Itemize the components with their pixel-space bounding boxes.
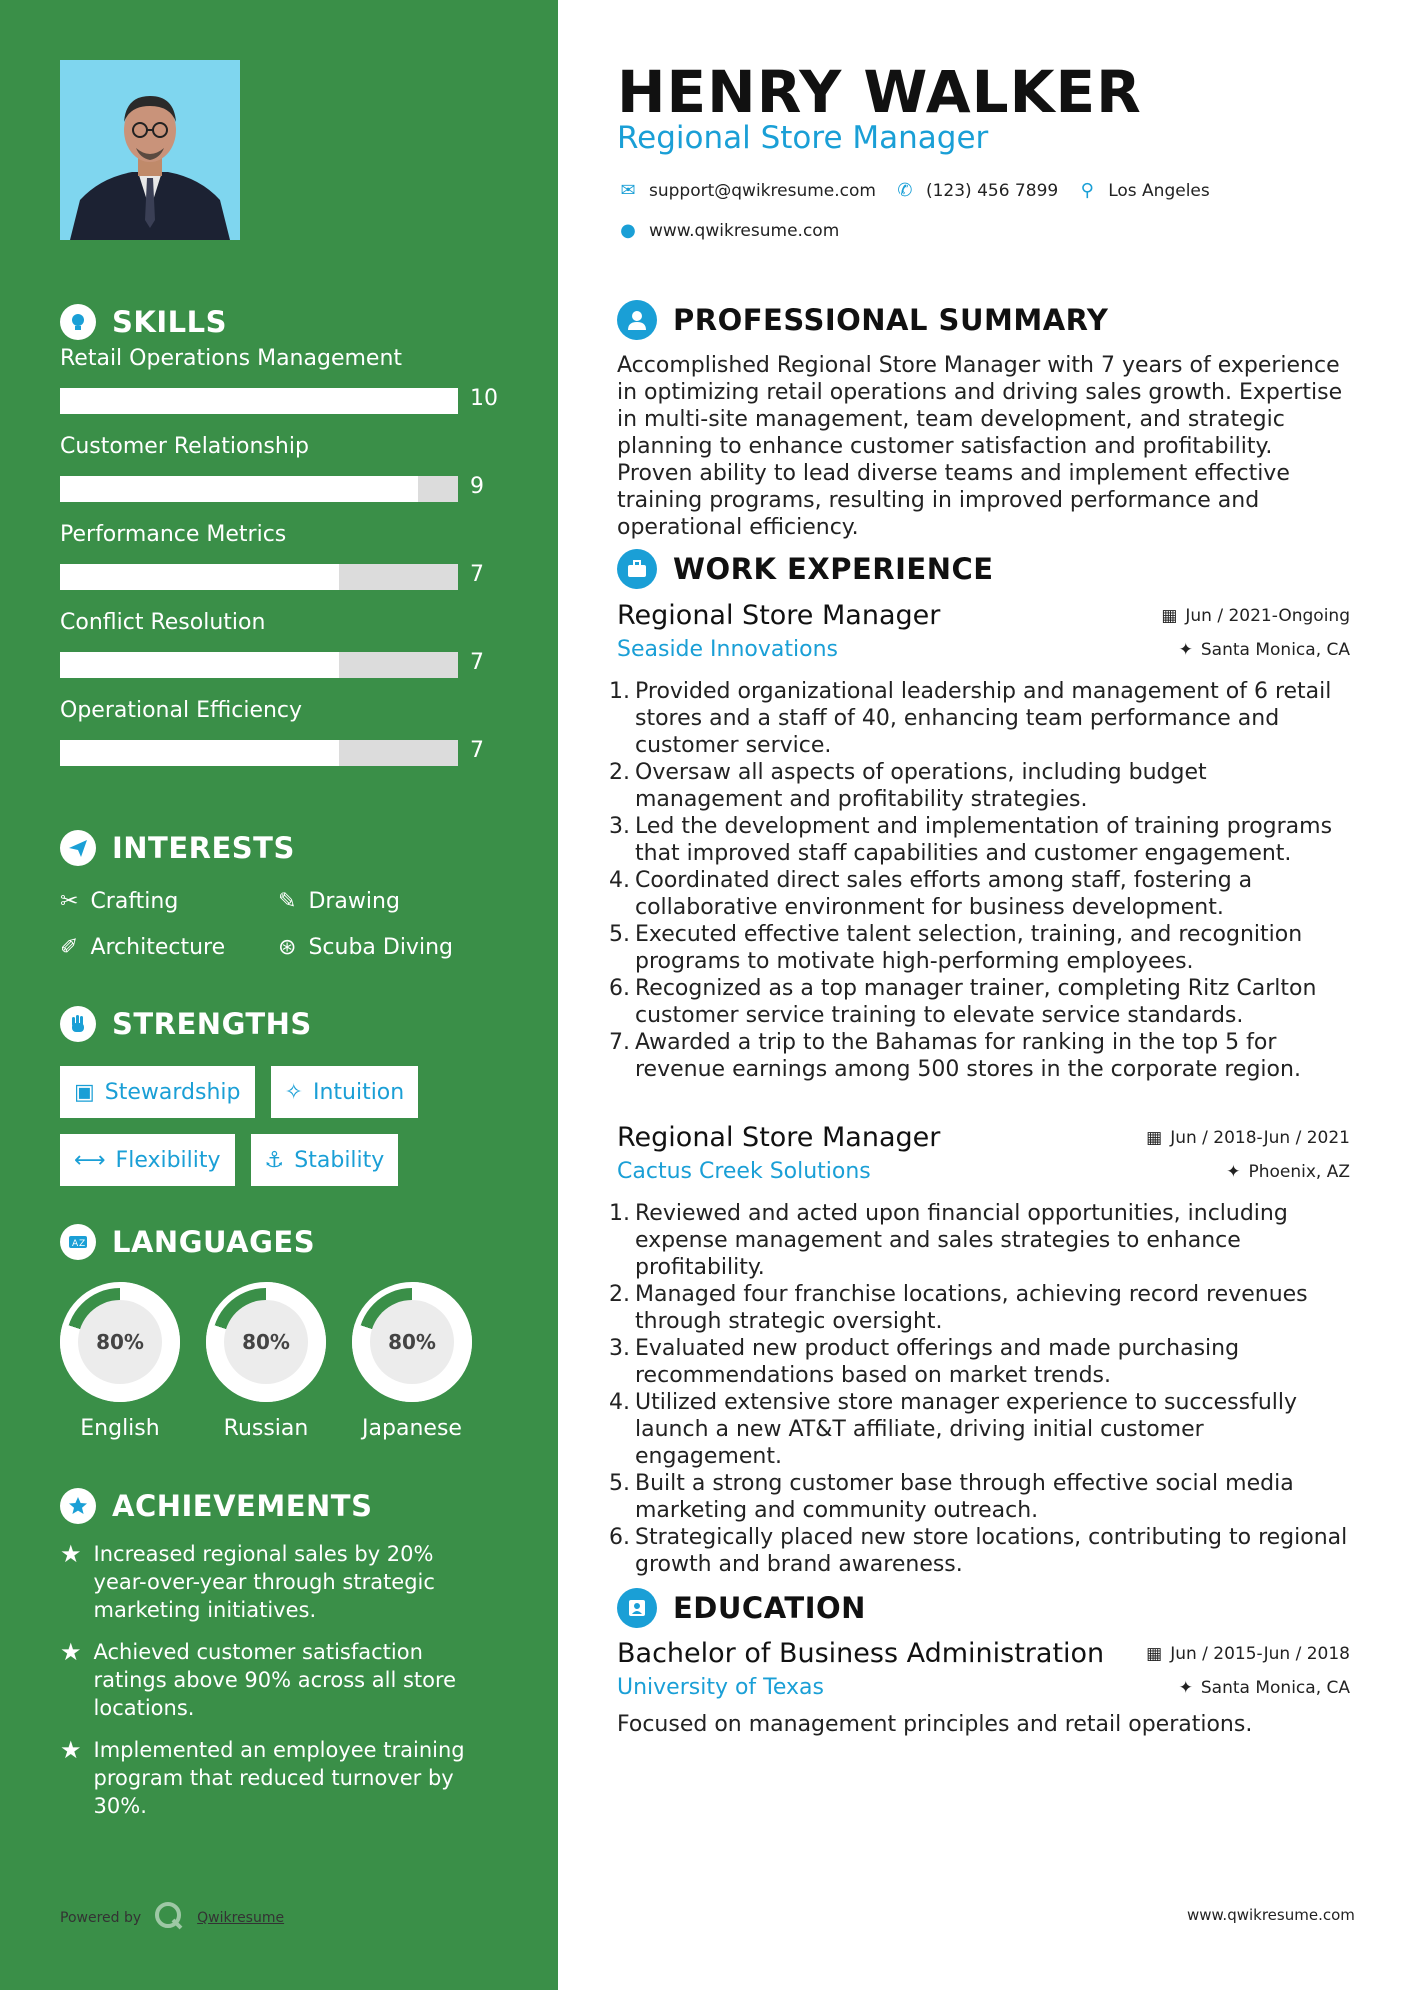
bullet-number: 5. xyxy=(609,922,630,947)
language-percent: 80% xyxy=(370,1300,454,1384)
job-bullet xyxy=(609,813,1350,867)
job-dates: Jun / 2021-Ongoing xyxy=(1185,605,1350,626)
job-bullet xyxy=(609,1029,1350,1083)
job-bullet xyxy=(609,975,1350,1029)
skill-score: 9 xyxy=(470,474,484,499)
skill-score: 10 xyxy=(470,386,498,411)
strength-label: Stewardship xyxy=(104,1079,241,1105)
pushpin-icon: ✦ xyxy=(1226,1161,1241,1182)
achievement-item xyxy=(60,1736,520,1820)
footer-url[interactable]: www.qwikresume.com xyxy=(1187,1906,1355,1924)
job-title: Regional Store Manager xyxy=(617,600,941,631)
achievements-title: ACHIEVEMENTS xyxy=(112,1489,373,1523)
skill-bar-fill xyxy=(60,740,339,766)
bullet-number: 5. xyxy=(609,1471,630,1496)
briefcase-icon xyxy=(617,549,657,589)
bullet-number: 6. xyxy=(609,1525,630,1550)
interests-header xyxy=(60,828,520,868)
skill-name: Conflict Resolution xyxy=(60,610,266,635)
interest-item xyxy=(60,886,278,916)
paper-plane-icon xyxy=(60,830,96,866)
work-header xyxy=(617,547,994,591)
job-row xyxy=(617,1122,1350,1153)
strength-chip xyxy=(60,1134,235,1186)
skill-bar xyxy=(60,652,458,678)
star-icon: ★ xyxy=(60,1736,82,1764)
language-name: English xyxy=(80,1416,160,1441)
powered-by-label: Powered by xyxy=(60,1910,142,1926)
globe-icon: ● xyxy=(620,220,636,241)
job-entry xyxy=(609,600,1350,1083)
achievement-text: Implemented an employee training program that reduced turnover by 30%. xyxy=(93,1738,465,1818)
achievements-header xyxy=(60,1486,520,1526)
strengths-header xyxy=(60,1004,520,1044)
languages-section xyxy=(60,1222,520,1441)
star-icon: ★ xyxy=(60,1638,82,1666)
job-row xyxy=(617,637,1350,662)
job-location-wrap xyxy=(1226,1162,1350,1182)
candidate-title: Regional Store Manager xyxy=(617,120,989,156)
skill-item xyxy=(60,434,520,522)
skill-name: Customer Relationship xyxy=(60,434,309,459)
user-icon xyxy=(617,300,657,340)
skill-bar xyxy=(60,476,458,502)
job-bullet xyxy=(609,1389,1350,1470)
interest-label: Drawing xyxy=(308,888,400,914)
interest-label: Crafting xyxy=(90,888,179,914)
language-ring xyxy=(206,1282,326,1402)
achievement-text: Achieved customer satisfaction ratings above 90% across all store locations. xyxy=(93,1640,457,1720)
strength-label: Intuition xyxy=(312,1079,405,1105)
job-bullet xyxy=(609,921,1350,975)
bullet-number: 4. xyxy=(609,868,630,893)
skill-item xyxy=(60,522,520,610)
qwikresume-link[interactable]: Qwikresume xyxy=(197,1910,285,1926)
skill-bar-fill xyxy=(60,564,339,590)
job-bullet xyxy=(609,1470,1350,1524)
bullet-number: 3. xyxy=(609,814,630,839)
bullet-number: 1. xyxy=(609,1201,630,1226)
education-header xyxy=(617,1586,866,1630)
skill-bar-fill xyxy=(60,476,418,502)
interest-label: Scuba Diving xyxy=(308,934,453,960)
job-bullet xyxy=(609,1335,1350,1389)
language-percent: 80% xyxy=(224,1300,308,1384)
job-bullet xyxy=(609,678,1350,759)
achievements-list xyxy=(60,1540,520,1820)
job-entry xyxy=(609,1122,1350,1578)
interests-title: INTERESTS xyxy=(112,831,295,865)
bullet-number: 4. xyxy=(609,1390,630,1415)
bullet-number: 2. xyxy=(609,760,630,785)
phone-text: (123) 456 7899 xyxy=(925,180,1059,201)
languages-title: LANGUAGES xyxy=(112,1225,316,1259)
degree-title: Bachelor of Business Administration xyxy=(617,1638,1105,1669)
calendar-icon: ▦ xyxy=(1161,605,1178,626)
strength-chip xyxy=(251,1134,399,1186)
strengths-title: STRENGTHS xyxy=(112,1007,312,1041)
powered-by xyxy=(60,1900,284,1936)
bullet-number: 1. xyxy=(609,679,630,704)
lightbulb-icon xyxy=(60,304,96,340)
bullet-text: Led the development and implementation of training programs that improved staff capabilities and customer engagement. xyxy=(635,814,1333,866)
summary-title: PROFESSIONAL SUMMARY xyxy=(673,303,1109,337)
job-bullet xyxy=(609,1524,1350,1578)
languages-list xyxy=(60,1282,520,1441)
website-row xyxy=(617,220,839,241)
job-bullets xyxy=(609,1200,1350,1578)
language-item xyxy=(352,1282,472,1441)
interest-label: Architecture xyxy=(90,934,226,960)
bullet-text: Strategically placed new store locations, contributing to regional growth and brand awareness. xyxy=(635,1525,1348,1577)
phone-icon: ✆ xyxy=(897,180,913,201)
skill-name: Operational Efficiency xyxy=(60,698,303,723)
hand-icon xyxy=(60,1006,96,1042)
sidebar xyxy=(0,0,558,1990)
school-name: University of Texas xyxy=(617,1675,824,1700)
calendar-icon: ▦ xyxy=(1146,1127,1163,1148)
summary-text: Accomplished Regional Store Manager with 7 years of experience in optimizing retail operations and driving sales growth. Expertise in multi-site management, team development, and strategic planning to enhance customer satisfaction and profitability. Proven ability to lead diverse teams and implement effective training programs, resulting in improved performance and operational efficiency. xyxy=(617,353,1343,540)
achievements-section xyxy=(60,1486,520,1820)
pencil-icon: ✎ xyxy=(278,888,297,914)
qwikresume-logo-icon xyxy=(153,1900,185,1936)
skill-score: 7 xyxy=(470,650,484,675)
skill-name: Performance Metrics xyxy=(60,522,287,547)
bullet-text: Evaluated new product offerings and made purchasing recommendations based on market trends. xyxy=(635,1336,1240,1388)
profile-photo xyxy=(60,60,240,240)
scissors-icon: ✂ xyxy=(60,888,79,914)
email-text[interactable]: support@qwikresume.com xyxy=(649,180,876,201)
bullet-text: Awarded a trip to the Bahamas for ranking in the top 5 for revenue earnings among 500 stores in the corporate region. xyxy=(635,1030,1301,1082)
bullet-number: 7. xyxy=(609,1030,630,1055)
job-bullets xyxy=(609,678,1350,1083)
interest-item xyxy=(60,932,278,962)
strengths-section xyxy=(60,1004,520,1186)
bullet-text: Recognized as a top manager trainer, completing Ritz Carlton customer service training to elevate service standards. xyxy=(635,976,1317,1028)
translate-icon xyxy=(60,1224,96,1260)
job-location: Santa Monica, CA xyxy=(1200,639,1350,660)
strength-chip xyxy=(60,1066,255,1118)
job-dates: Jun / 2018-Jun / 2021 xyxy=(1170,1127,1350,1148)
skill-bar-fill xyxy=(60,652,339,678)
bullet-text: Oversaw all aspects of operations, including budget management and profitability strategies. xyxy=(635,760,1207,812)
bullet-text: Executed effective talent selection, training, and recognition programs to motivate high-performing employees. xyxy=(635,922,1303,974)
education-description: Focused on management principles and retail operations. xyxy=(617,1712,1253,1737)
graduate-icon xyxy=(617,1588,657,1628)
bullet-text: Provided organizational leadership and management of 6 retail stores and a staff of 40, enhancing team performance and customer service. xyxy=(635,679,1332,758)
bullet-number: 3. xyxy=(609,1336,630,1361)
skill-name: Retail Operations Management xyxy=(60,346,403,371)
strength-label: Flexibility xyxy=(115,1147,221,1173)
education-entry xyxy=(617,1638,1350,1737)
language-ring xyxy=(60,1282,180,1402)
arrows-horizontal-icon: ⟷ xyxy=(74,1147,106,1173)
envelope-icon: ✉ xyxy=(620,180,636,201)
skills-header xyxy=(60,302,520,342)
website-text[interactable]: www.qwikresume.com xyxy=(649,220,840,241)
star-icon: ★ xyxy=(60,1540,82,1568)
star-badge-icon xyxy=(60,1488,96,1524)
skill-bar xyxy=(60,564,458,590)
skill-bar xyxy=(60,388,458,414)
svg-text:Z: Z xyxy=(79,1239,86,1249)
job-bullet xyxy=(609,1281,1350,1335)
job-row xyxy=(617,600,1350,631)
skill-item xyxy=(60,346,520,434)
job-location-wrap xyxy=(1179,640,1350,660)
strength-chip xyxy=(271,1066,419,1118)
ruler-pencil-icon: ✐ xyxy=(60,934,79,960)
job-location: Phoenix, AZ xyxy=(1248,1161,1350,1182)
skill-bar xyxy=(60,740,458,766)
bullet-text: Managed four franchise locations, achieving record revenues through strategic oversight. xyxy=(635,1282,1308,1334)
achievement-text: Increased regional sales by 20% year-over-year through strategic marketing initiatives. xyxy=(93,1542,435,1622)
interests-list xyxy=(60,886,520,962)
lifebuoy-icon: ⊛ xyxy=(278,934,297,960)
skills-list xyxy=(60,346,520,786)
language-item xyxy=(60,1282,180,1441)
company-name: Seaside Innovations xyxy=(617,637,838,662)
skill-bar-fill xyxy=(60,388,458,414)
job-dates-wrap xyxy=(1161,606,1350,626)
interest-item xyxy=(278,886,498,916)
bullet-text: Reviewed and acted upon financial opportunities, including expense management and sales strategies to enhance profitability. xyxy=(635,1201,1288,1280)
language-item xyxy=(206,1282,326,1441)
strengths-list xyxy=(60,1066,520,1186)
briefcase-icon: ▣ xyxy=(74,1079,95,1105)
pushpin-icon: ✦ xyxy=(1178,1677,1193,1698)
language-name: Russian xyxy=(223,1416,309,1441)
languages-header xyxy=(60,1222,520,1262)
education-dates: Jun / 2015-Jun / 2018 xyxy=(1170,1643,1350,1664)
work-title: WORK EXPERIENCE xyxy=(673,552,994,586)
interest-item xyxy=(278,932,498,962)
achievement-item xyxy=(60,1638,520,1722)
location-text: Los Angeles xyxy=(1108,180,1210,201)
pushpin-icon: ✦ xyxy=(1178,639,1193,660)
svg-text:A: A xyxy=(72,1239,79,1249)
education-location: Santa Monica, CA xyxy=(1200,1677,1350,1698)
language-ring xyxy=(352,1282,472,1402)
skill-score: 7 xyxy=(470,738,484,763)
achievement-item xyxy=(60,1540,520,1624)
skills-title: SKILLS xyxy=(112,305,227,339)
job-bullet xyxy=(609,867,1350,921)
bullet-text: Utilized extensive store manager experience to successfully launch a new AT&T affiliate, driving initial customer engagement. xyxy=(635,1390,1298,1469)
candidate-name: HENRY WALKER xyxy=(617,58,1142,126)
bullet-number: 6. xyxy=(609,976,630,1001)
bullet-number: 2. xyxy=(609,1282,630,1307)
contact-row xyxy=(617,180,1210,201)
strength-label: Stability xyxy=(294,1147,385,1173)
skill-score: 7 xyxy=(470,562,484,587)
skill-item xyxy=(60,610,520,698)
interests-section xyxy=(60,828,520,962)
bullet-text: Built a strong customer base through effective social media marketing and community outreach. xyxy=(635,1471,1294,1523)
job-bullet xyxy=(609,759,1350,813)
job-dates-wrap xyxy=(1146,1128,1350,1148)
anchor-icon: ⚓ xyxy=(264,1147,285,1173)
language-name: Japanese xyxy=(362,1416,462,1441)
company-name: Cactus Creek Solutions xyxy=(617,1159,871,1184)
skill-item xyxy=(60,698,520,786)
job-row xyxy=(617,1159,1350,1184)
job-bullet xyxy=(609,1200,1350,1281)
summary-header xyxy=(617,298,1108,342)
language-percent: 80% xyxy=(78,1300,162,1384)
bullet-text: Coordinated direct sales efforts among staff, fostering a collaborative environment for business development. xyxy=(635,868,1253,920)
calendar-icon: ▦ xyxy=(1146,1643,1163,1664)
job-title: Regional Store Manager xyxy=(617,1122,941,1153)
education-title: EDUCATION xyxy=(673,1591,866,1625)
map-pin-icon: ⚲ xyxy=(1080,180,1094,201)
magic-wand-icon: ✧ xyxy=(284,1079,303,1105)
skills-section xyxy=(60,302,520,786)
